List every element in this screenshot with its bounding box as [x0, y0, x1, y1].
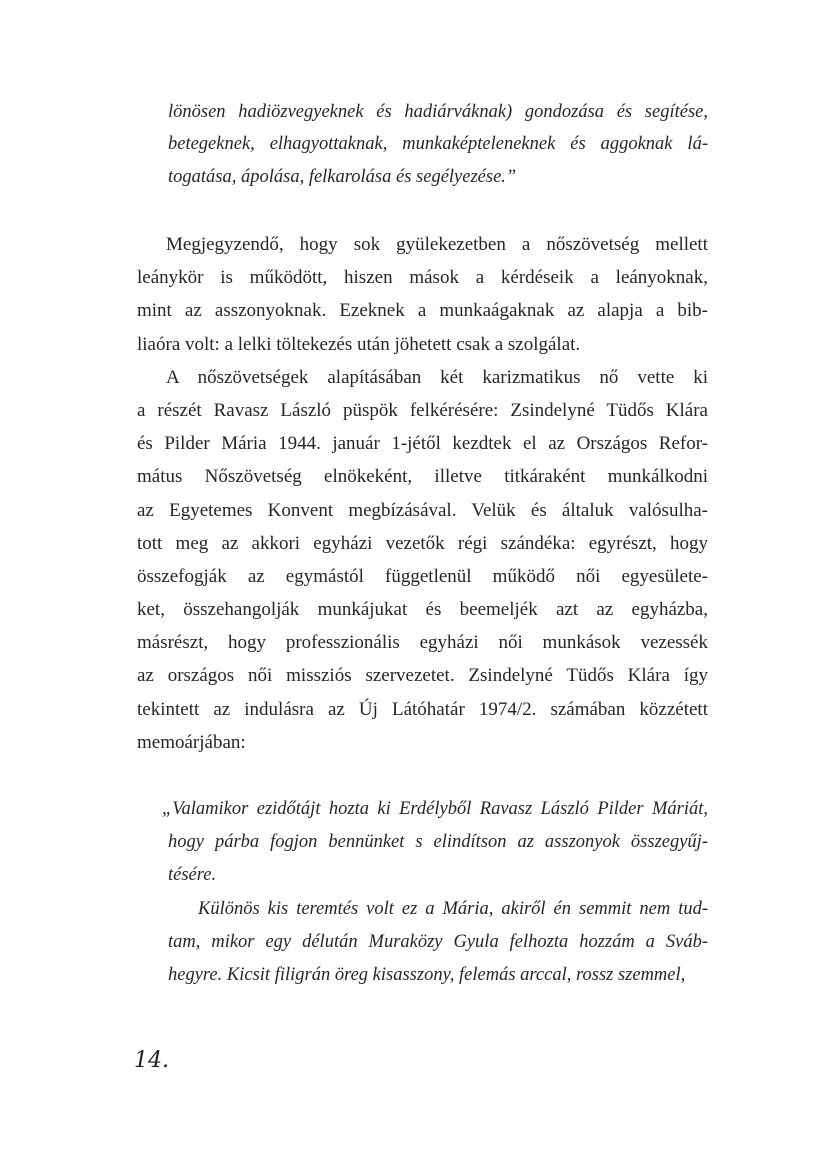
paragraph-line: memoárjában: — [137, 732, 246, 753]
paragraph-line: mint az asszonyoknak. Ezeknek a munkaágaknak az alapja a bib- — [137, 300, 708, 321]
quote-line: betegeknek, elhagyottaknak, munkaképteleneknek és aggoknak lá- — [168, 134, 708, 154]
quote-line: togatása, ápolása, felkarolása és segélyezése.” — [168, 167, 517, 187]
paragraph-line: a részét Ravasz László püspök felkérésére: Zsindelyné Tüdős Klára — [137, 400, 708, 421]
quote-line: „Valamikor ezidőtájt hozta ki Erdélyből Ravasz László Pilder Máriát, — [162, 799, 708, 819]
quote-line: lönösen hadiözvegyeknek és hadiárváknak) gondozása és segítése, — [168, 102, 708, 122]
paragraph-line: összefogják az egymástól függetlenül működő női egyesülete- — [137, 566, 708, 587]
quote-line: tam, mikor egy délután Muraközy Gyula felhozta hozzám a Sváb- — [168, 932, 708, 952]
paragraph-line: A nőszövetségek alapításában két karizmatikus nő vette ki — [166, 367, 708, 388]
paragraph-line: és Pilder Mária 1944. január 1-jétől kezdtek el az Országos Refor- — [137, 433, 708, 454]
paragraph-line: leánykör is működött, hiszen mások a kérdéseik a leányoknak, — [137, 267, 708, 288]
paragraph-line: az Egyetemes Konvent megbízásával. Velük és általuk valósulha- — [137, 500, 708, 521]
paragraph-line: az országos női missziós szervezetet. Zsindelyné Tüdős Klára így — [137, 665, 708, 686]
paragraph-line: mátus Nőszövetség elnökeként, illetve titkáraként munkálkodni — [137, 466, 708, 487]
paragraph-line: liaóra volt: a lelki töltekezés után jöhetett csak a szolgálat. — [137, 334, 581, 355]
paragraph-line: tekintett az indulásra az Új Látóhatár 1974/2. számában közzétett — [137, 699, 708, 720]
paragraph-line: Megjegyzendő, hogy sok gyülekezetben a nőszövetség mellett — [166, 234, 708, 255]
page-number: 14. — [134, 1048, 169, 1073]
paragraph-line: másrészt, hogy professzionális egyházi női munkások vezessék — [137, 632, 708, 653]
quote-line: hogy párba fogjon bennünket s elindítson az asszonyok összegyűj- — [168, 832, 708, 852]
quote-line: tésére. — [168, 865, 217, 885]
quote-line: hegyre. Kicsit filigrán öreg kisasszony, felemás arccal, rossz szemmel, — [168, 965, 686, 985]
quote-line: Különös kis teremtés volt ez a Mária, akiről én semmit nem tud- — [198, 899, 708, 919]
paragraph-line: tott meg az akkori egyházi vezetők régi szándéka: egyrészt, hogy — [137, 533, 708, 554]
paragraph-line: ket, összehangolják munkájukat és beemeljék azt az egyházba, — [137, 599, 708, 620]
